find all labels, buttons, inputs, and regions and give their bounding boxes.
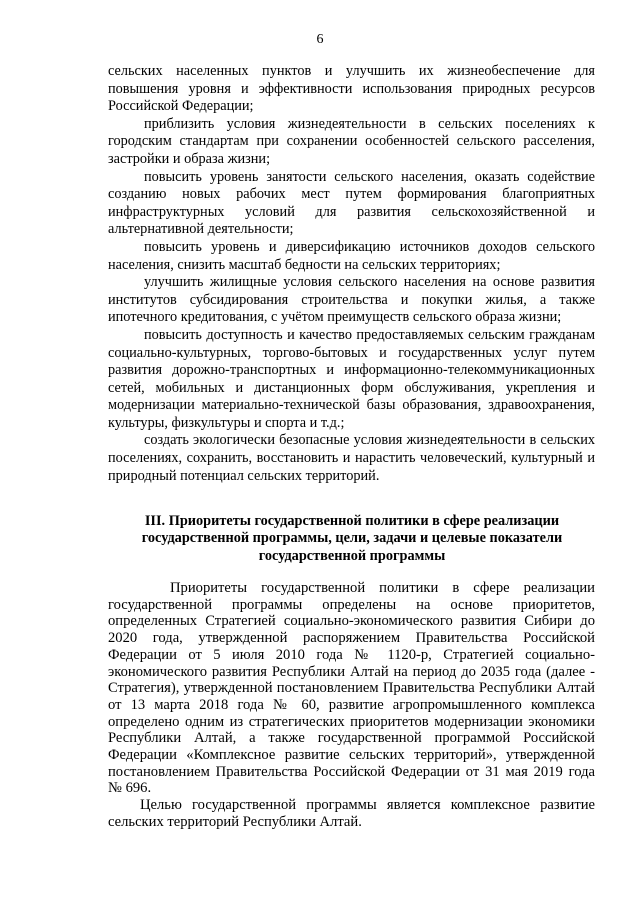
body-paragraph: Приоритеты государственной политики в сфере реализации государственной программы определены на основе приоритетов, определенных Стратегией социально-экономического развития Сибири до 2020 года, утвержденной распоряжением Правительства Российской Федерации от 5 июля 2010 года № 1120-р, Стратегией социально-экономического развития Республики Алтай на период до 2035 года (далее - Стратегия), утвержденной постановлением Правительства Республики Алтай от 13 марта 2018 года № 60, развитие агропромышленного комплекса определено одним из стратегических приоритетов модернизации экономики Республики Алтай, а также государственной программой Российской Федерации «Комплексное развитие сельских территорий», утвержденной постановлением Правительства Российской Федерации от 31 мая 2019 года № 696. <box>108 580 595 797</box>
goal-item: сельских населенных пунктов и улучшить их жизнеобеспечение для повышения уровня и эффективности использования природных ресурсов Российской Федерации; <box>108 63 595 115</box>
goal-item: улучшить жилищные условия сельского населения на основе развития институтов субсидирования строительства и покупки жилья, а также ипотечного кредитования, с учётом преимуществ сельского образа жизни; <box>108 274 595 326</box>
goal-item: приблизить условия жизнедеятельности в сельских поселениях к городским стандартам при сохранении особенностей сельского расселения, застройки и образа жизни; <box>108 115 595 167</box>
goal-item: повысить доступность и качество предоставляемых сельским гражданам социально-культурных, торгово-бытовых и государственных услуг путем развития дорожно-транспортных и информационно-телекоммуникационных сетей, мобильных и дистанционных форм обслуживания, укрепления и модернизации материально-технической базы образования, здравоохранения, культуры, физкультуры и спорта и т.д.; <box>108 326 595 431</box>
goals-list <box>108 63 595 485</box>
goal-item: повысить уровень занятости сельского населения, оказать содействие созданию новых рабочих мест путем формирования благоприятных инфраструктурных условий для развития сельскохозяйственной и альтернативной деятельности; <box>108 168 595 238</box>
page-number: 6 <box>316 32 324 47</box>
goal-item: повысить уровень и диверсификацию источников доходов сельского населения, снизить масштаб бедности на сельских территориях; <box>108 238 595 273</box>
body-paragraph: Целью государственной программы является комплексное развитие сельских территорий Республики Алтай. <box>108 797 595 830</box>
section-body <box>108 580 595 831</box>
goal-item: создать экологически безопасные условия жизнедеятельности в сельских поселениях, сохранить, восстановить и нарастить человеческий, культурный и природный потенциал сельских территорий. <box>108 432 595 484</box>
section-heading: III. Приоритеты государственной политики в сфере реализации государственной программы, цели, задачи и целевые показатели государственной программы <box>141 513 563 564</box>
